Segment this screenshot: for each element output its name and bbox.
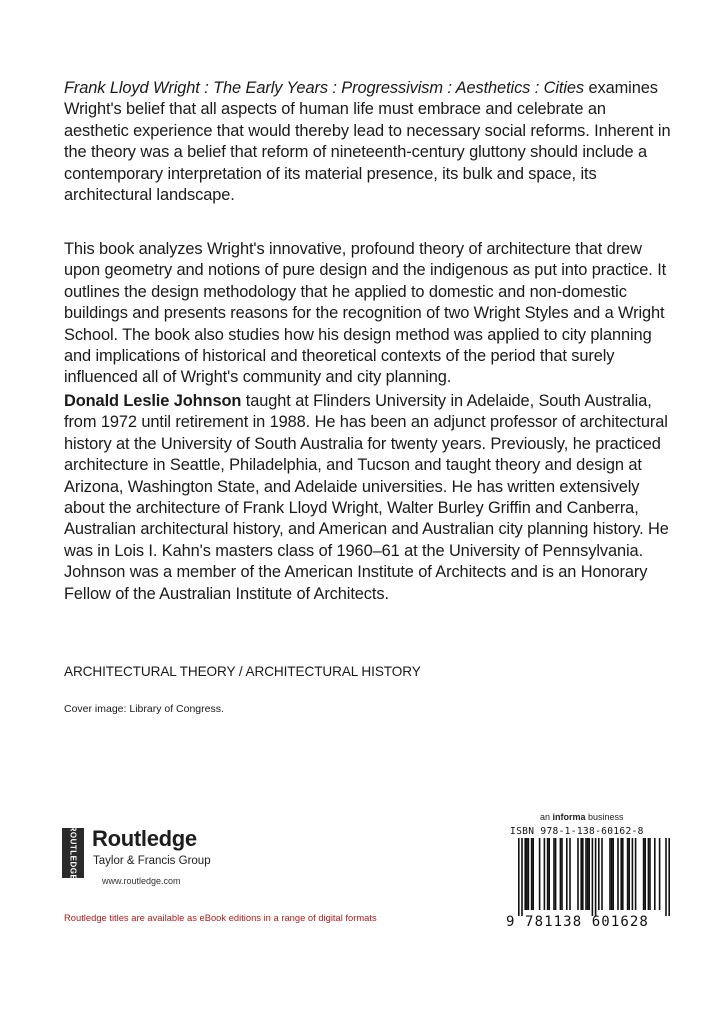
informa-business-tag: an informa business	[540, 812, 624, 822]
barcode-bar	[620, 838, 622, 910]
barcode-bar	[644, 838, 646, 910]
barcode-bar	[632, 838, 634, 910]
barcode-bar	[566, 838, 568, 910]
publisher-url: www.routledge.com	[102, 876, 181, 886]
barcode-bar	[648, 838, 650, 910]
synopsis-text-2: This book analyzes Wright's innovative, profound theory of architecture that drew upon geometry and notions of pure design and the indigenous as put into practice. It outlines the design methodology that he applied to domestic and non-domestic buildings and presents reasons for the recognition of two Wright Styles and a Wright School. The book also studies how his design method was applied to city planning and implications of historical and theoretical contexts of the period that surely influenced all of Wright's community and city planning.	[64, 240, 667, 387]
barcode-bar	[654, 838, 656, 910]
barcode-bar	[611, 838, 613, 910]
barcode-bar	[668, 838, 670, 916]
barcode-bar	[588, 838, 590, 910]
subject-category: ARCHITECTURAL THEORY / ARCHITECTURAL HISTORY	[64, 664, 421, 679]
barcode-bar	[617, 838, 619, 910]
barcode-bar	[539, 838, 541, 910]
barcode-bar	[585, 838, 587, 910]
publisher-logo	[62, 825, 262, 898]
barcode-bar	[609, 838, 611, 910]
synopsis-paragraph-2	[64, 239, 674, 389]
publisher-group: Taylor & Francis Group	[93, 855, 211, 867]
barcode-bar	[548, 838, 550, 910]
barcode-bar	[560, 838, 562, 910]
synopsis-paragraph-1	[64, 78, 674, 206]
barcode-bar	[665, 838, 667, 916]
isbn-label: ISBN 978-1-138-60162-8	[510, 826, 644, 837]
routledge-vertical-logo-icon: ROUTLEDGE	[62, 828, 84, 878]
book-title-italic: Frank Lloyd Wright : The Early Years : Progressivism : Aesthetics : Cities	[64, 79, 585, 97]
cover-image-credit: Cover image: Library of Congress.	[64, 703, 224, 715]
barcode-bar	[526, 838, 528, 910]
barcode-bar	[622, 838, 624, 910]
barcode-bar	[553, 838, 555, 910]
barcode-bars	[508, 838, 673, 916]
barcode-bar	[518, 838, 520, 916]
ebook-availability-note: Routledge titles are available as eBook editions in a range of digital formats	[64, 912, 377, 923]
barcode-bar	[628, 838, 630, 910]
barcode-bar	[521, 838, 523, 916]
publisher-name: Routledge	[92, 826, 197, 851]
informa-brand: informa	[552, 812, 586, 822]
barcode-bar	[598, 838, 600, 910]
barcode-bar	[627, 838, 629, 910]
barcode-bar	[601, 838, 603, 910]
barcode-bar	[569, 838, 571, 910]
barcode-bar	[592, 838, 594, 916]
barcode-bar	[532, 838, 534, 910]
barcode-bar	[580, 838, 582, 910]
author-bio-paragraph	[64, 391, 674, 605]
author-bio-text: taught at Flinders University in Adelaide, South Australia, from 1972 until retirement in 1988. He has been an adjunct professor of architectural history at the University of South Australia for twenty years. Previously, he practiced architecture in Seattle, Philadelphia, and Tucson and taught theory and design at Arizona, Washington State, and Adelaide universities. He has written extensively about the architecture of Frank Lloyd Wright, Walter Burley Griffin and Canberra, Australian architectural history, and American and Australian city planning history. He was in Lois I. Kahn's masters class of 1960–61 at the University of Pennsylvania. Johnson was a member of the American Institute of Architects and is an Honorary Fellow of the Australian Institute of Architects.	[64, 392, 669, 603]
barcode-bar	[649, 838, 651, 910]
barcode-bar	[561, 838, 563, 910]
isbn-barcode	[508, 826, 673, 941]
barcode-bar	[643, 838, 645, 910]
barcode-bar	[577, 838, 579, 910]
barcode-bar	[544, 838, 546, 910]
barcode-bar	[587, 838, 589, 910]
barcode-bar	[612, 838, 614, 910]
barcode-bar	[595, 838, 597, 916]
barcode-bar	[524, 838, 526, 910]
barcode-bar	[659, 838, 661, 910]
barcode-bar	[635, 838, 637, 910]
barcode-bar	[582, 838, 584, 910]
ean-digits: 9 781138 601628	[506, 914, 649, 930]
barcode-bar	[547, 838, 549, 910]
barcode-bar	[555, 838, 557, 910]
barcode-bar	[531, 838, 533, 910]
barcode-bar	[528, 838, 530, 910]
author-name: Donald Leslie Johnson	[64, 392, 242, 410]
synopsis-text-1: examines Wright's belief that all aspects of human life must embrace and celebrate an aesthetic experience that would thereby lead to necessary social reforms. Inherent in the theory was a belief that reform of nineteenth-century gluttony should include a contemporary interpretation of its material presence, its bulk and space, its architectural landscape.	[64, 79, 671, 205]
